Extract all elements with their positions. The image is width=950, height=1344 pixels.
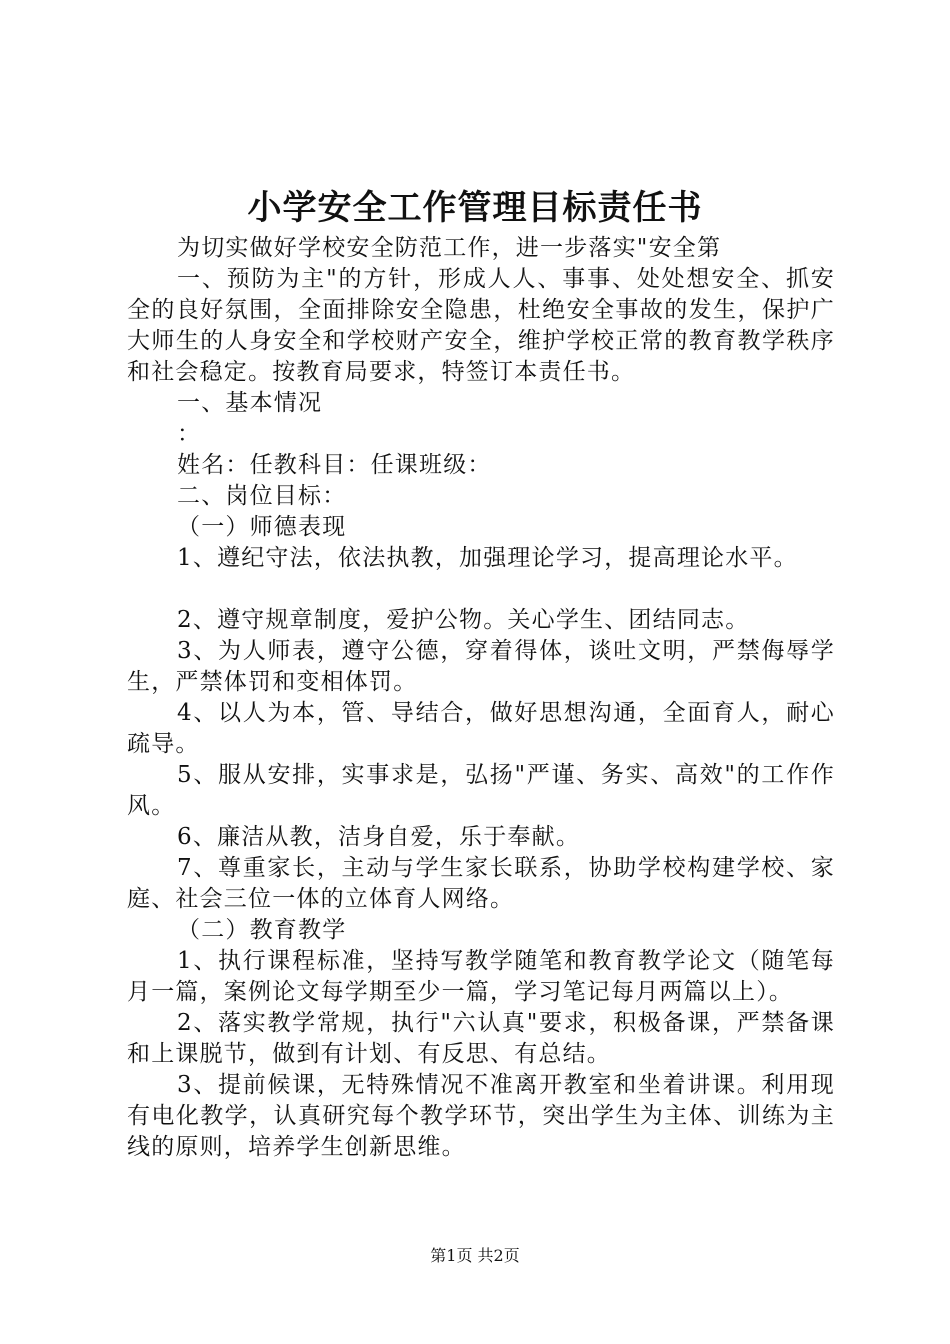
paragraph-intro-2: 一、预防为主"的方针，形成人人、事事、处处想安全、抓安全的良好氛围，全面排除安全隐患，杜绝安全事故的发生，保护广大师生的人身安全和学校财产安全，维护学校正常的教育教学秩序和社会稳定。按教育局要求，特签订本责任书。 xyxy=(127,266,835,385)
list-item-ethics-3: 3、为人师表，遵守公德，穿着得体，谈吐文明，严禁侮辱学生，严禁体罚和变相体罚。 xyxy=(127,638,835,695)
paragraph-name-fields: 姓名：任教科目：任课班级： xyxy=(177,452,492,478)
list-item-ethics-7: 7、尊重家长，主动与学生家长联系，协助学校构建学校、家庭、社会三位一体的立体育人网络。 xyxy=(127,855,835,912)
paragraph-colon: ： xyxy=(177,421,202,447)
list-item-teaching-3: 3、提前候课，无特殊情况不准离开教室和坐着讲课。利用现有电化教学，认真研究每个教学环节，突出学生为主体、训练为主线的原则，培养学生创新思维。 xyxy=(127,1072,835,1160)
list-item-ethics-4: 4、以人为本，管、导结合，做好思想沟通，全面育人，耐心疏导。 xyxy=(127,700,835,757)
list-item-ethics-1: 1、遵纪守法，依法执教，加强理论学习，提高理论水平。 xyxy=(177,545,798,571)
list-item-teaching-1: 1、执行课程标准，坚持写教学随笔和教育教学论文（随笔每月一篇，案例论文每学期至少一篇，学习笔记每月两篇以上）。 xyxy=(127,948,835,1005)
list-item-ethics-5: 5、服从安排，实事求是，弘扬"严谨、务实、高效"的工作作风。 xyxy=(127,762,835,819)
document-title: 小学安全工作管理目标责任书 xyxy=(247,188,703,228)
paragraph-intro-1: 为切实做好学校安全防范工作，进一步落实"安全第 xyxy=(177,235,722,261)
list-item-teaching-2: 2、落实教学常规，执行"六认真"要求，积极备课，严禁备课和上课脱节，做到有计划、有反思、有总结。 xyxy=(127,1010,835,1067)
page-footer: 第1页 共2页 xyxy=(430,1246,520,1265)
document-body xyxy=(127,233,835,1163)
list-item-ethics-2: 2、遵守规章制度，爱护公物。关心学生、团结同志。 xyxy=(177,607,750,633)
section-heading-basic-info: 一、基本情况 xyxy=(177,390,323,416)
subsection-heading-ethics: （一）师德表现 xyxy=(177,514,347,540)
section-heading-goals: 二、岗位目标： xyxy=(177,483,347,509)
subsection-heading-teaching: （二）教育教学 xyxy=(177,917,347,943)
list-item-ethics-6: 6、廉洁从教，洁身自爱，乐于奉献。 xyxy=(177,824,581,850)
